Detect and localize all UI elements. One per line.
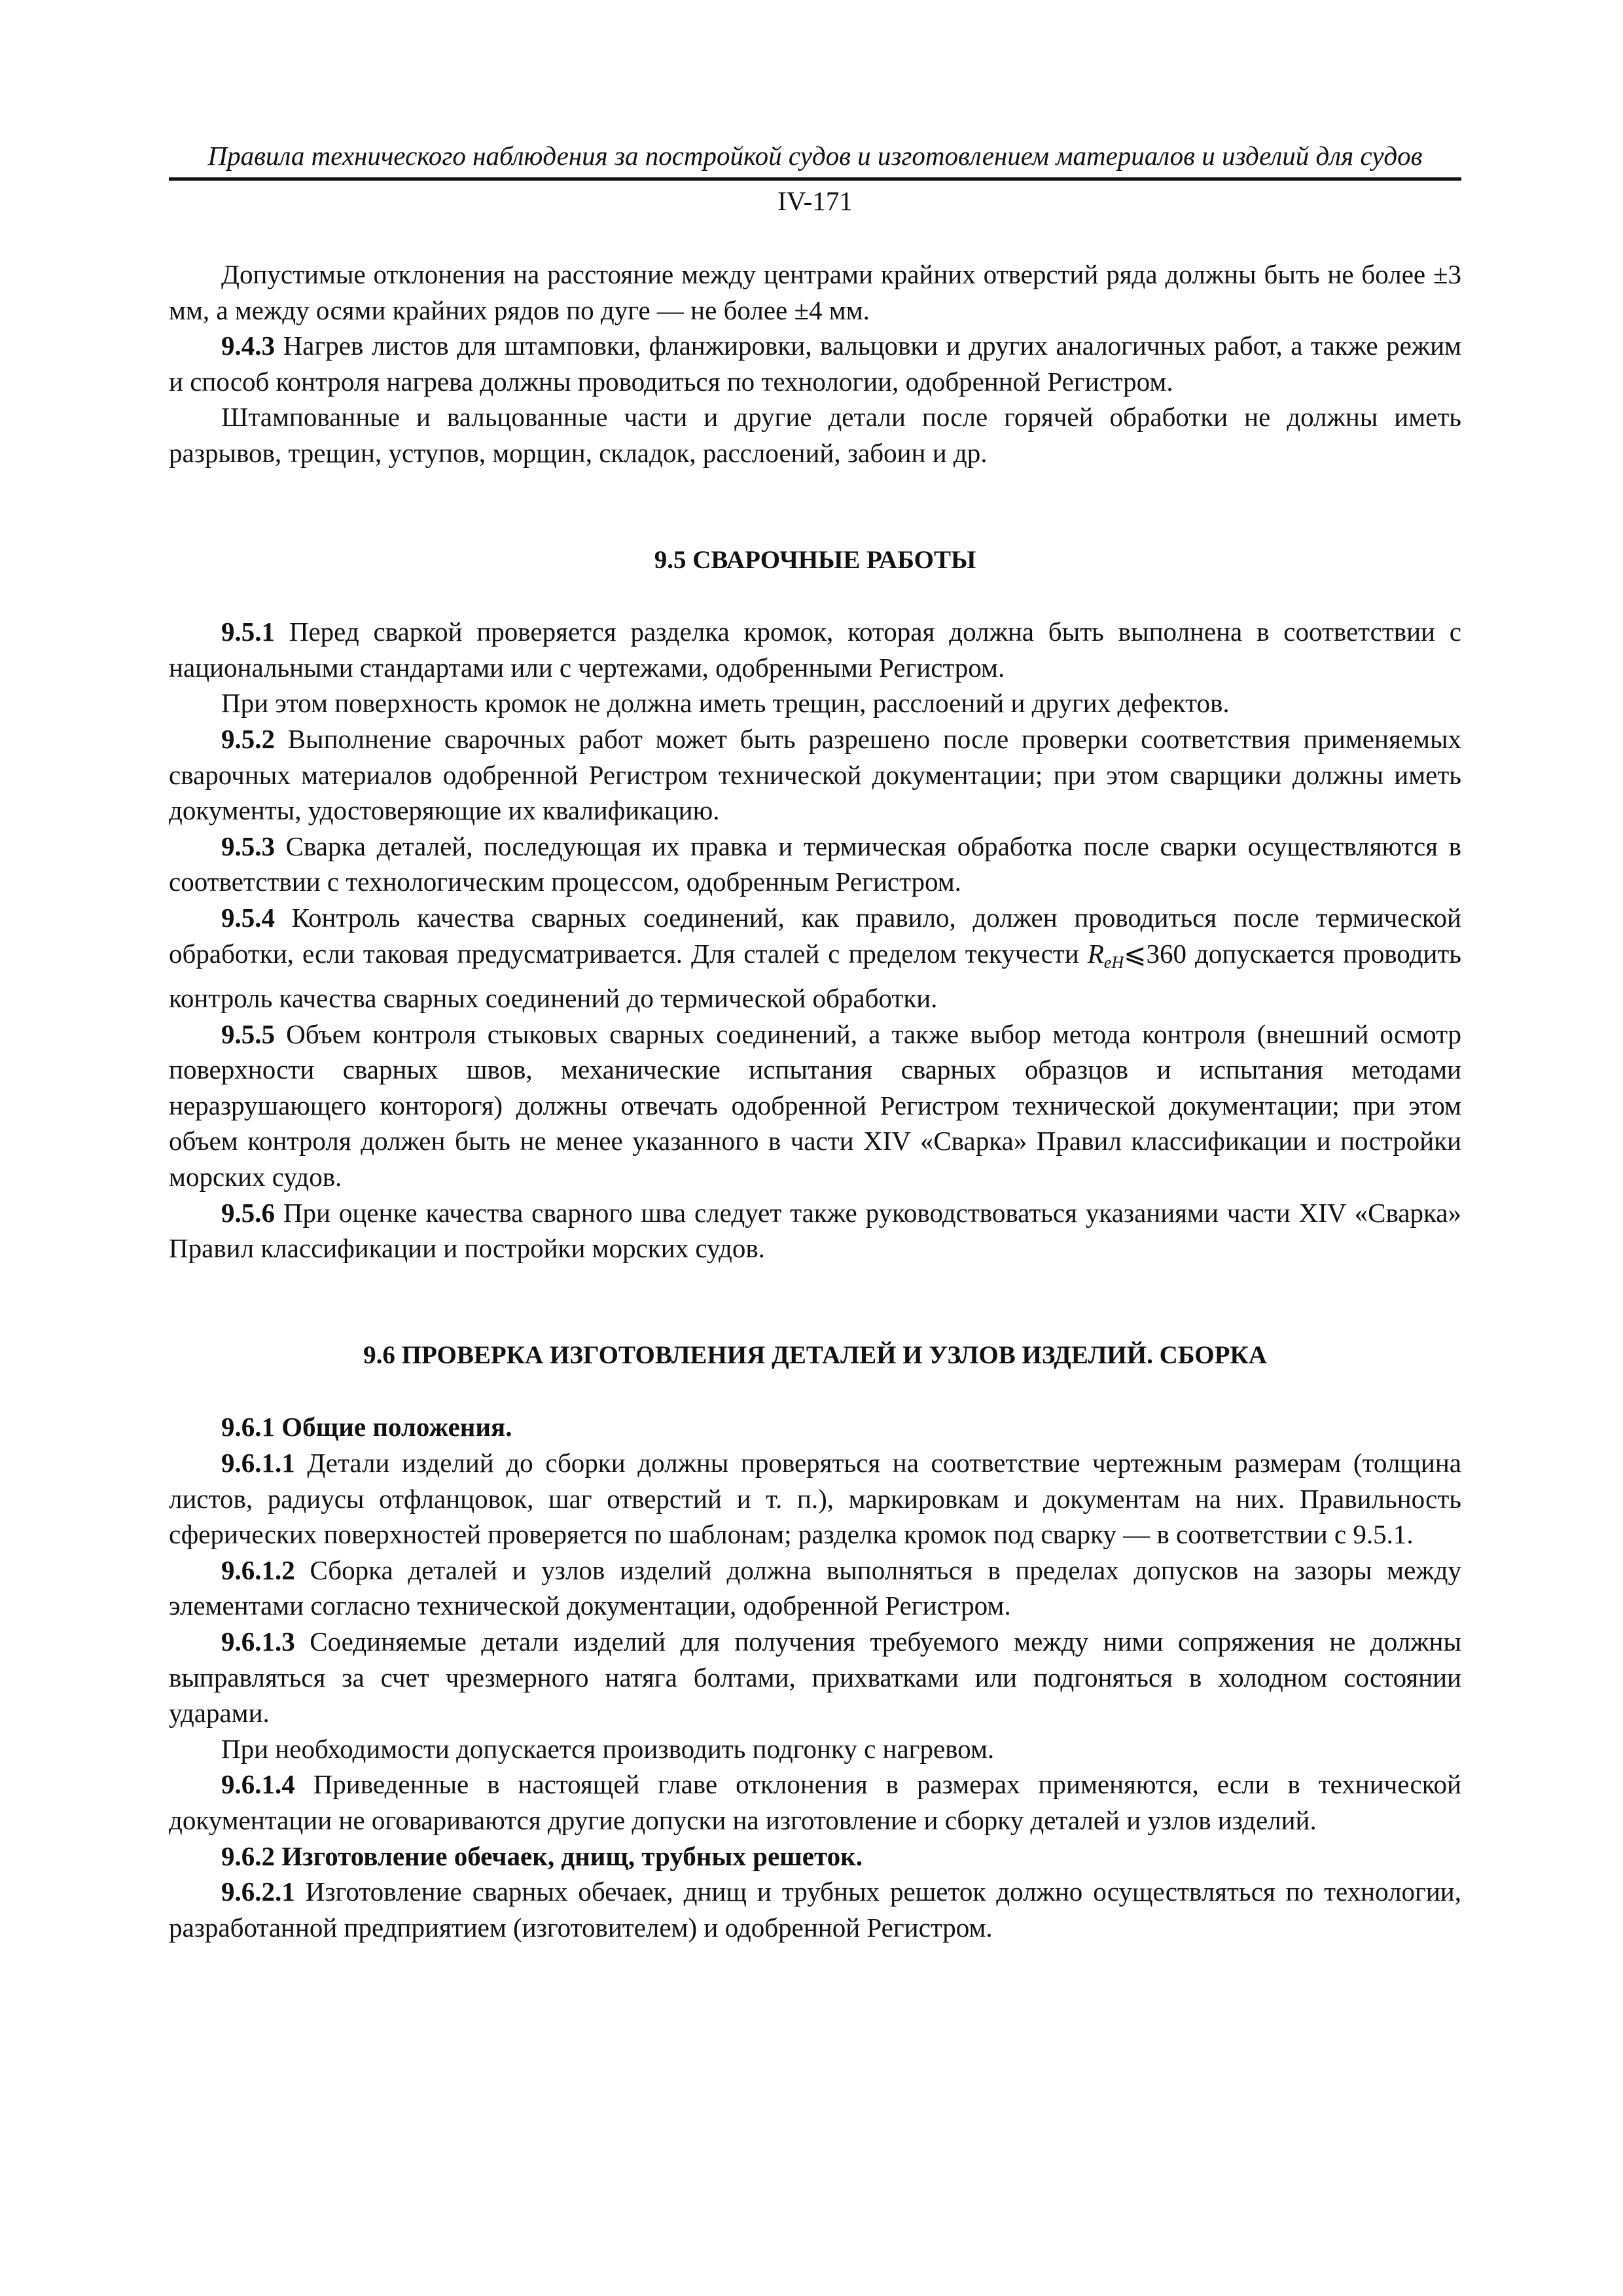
clause-number: 9.6.1.2 bbox=[221, 1554, 295, 1585]
yield-strength-subscript: eH bbox=[1103, 952, 1124, 972]
yield-strength-symbol: R bbox=[1087, 938, 1104, 969]
paragraph-tolerances: Допустимые отклонения на расстояние между центрами крайних отверстий ряда должны быть не более ±3 мм, а между осями крайних рядов по дуге — не более ±4 мм. bbox=[169, 259, 1461, 325]
clause-text: При оценке качества сварного шва следует также руководствоваться указаниями части XIV «Сварка» Правил классификации и постройки морских судов. bbox=[169, 1197, 1461, 1264]
paragraph-9-5-3 bbox=[169, 829, 1461, 900]
body-text bbox=[169, 257, 1461, 1945]
header-rule bbox=[169, 177, 1461, 181]
clause-text: Сварка деталей, последующая их правка и термическая обработка после сварки осуществляются в соответствии с технологическим процессом, одобренным Регистром. bbox=[169, 831, 1461, 897]
spacer bbox=[169, 1373, 1461, 1409]
spacer bbox=[169, 471, 1461, 543]
clause-number: 9.6.1.4 bbox=[221, 1769, 295, 1800]
clause-text: Объем контроля стыковых сварных соединений, а также выбор метода контроля (внешний осмотр поверхности сварных швов, механические испытания сварных образцов и испытания методами неразрушающего конторогя) должны отвечать одобренной Регистром технической документации; при этом объем контроля должен быть не менее указанного в части XIV «Сварка» Правил классификации и постройки морских судов. bbox=[169, 1018, 1461, 1193]
clause-text: Выполнение сварочных работ может быть разрешено после проверки соответствия применяемых сварочных материалов одобренной Регистром технической документации; при этом сварщики должны иметь документы, удостоверяющие их квалификацию. bbox=[169, 723, 1461, 826]
clause-number: 9.5.1 bbox=[221, 617, 275, 647]
clause-number: 9.6.2.1 bbox=[221, 1876, 295, 1907]
paragraph-9-6-1-3 bbox=[169, 1624, 1461, 1731]
paragraph-9-6-1-1 bbox=[169, 1445, 1461, 1552]
clause-number: 9.5.2 bbox=[221, 723, 275, 754]
clause-text: Перед сваркой проверяется разделка кромок, которая должна быть выполнена в соответствии с национальными стандартами или с чертежами, одобренными Регистром. bbox=[169, 617, 1461, 683]
paragraph-9-5-4 bbox=[169, 900, 1461, 1016]
clause-text: Детали изделий до сборки должны проверяться на соответствие чертежным размерам (толщина листов, радиусы отфланцовок, шаг отверстий и т. п.), маркировкам и документам на них. Правильность сферических поверхностей проверяется по шаблонам; разделка кромок под сварку — в соответствии с 9.5.1. bbox=[169, 1448, 1461, 1550]
running-header: Правила технического наблюдения за постройкой судов и изготовлением материалов и изделий для судов bbox=[207, 141, 1423, 171]
clause-text: Приведенные в настоящей главе отклонения в размерах применяются, если в технической документации не оговариваются другие допуски на изготовление и сборку деталей и узлов изделий. bbox=[169, 1769, 1461, 1835]
clause-number: 9.5.4 bbox=[221, 902, 275, 933]
section-heading-9-5: 9.5 СВАРОЧНЫЕ РАБОТЫ bbox=[654, 545, 976, 574]
paragraph-9-5-1 bbox=[169, 614, 1461, 685]
clause-text: Сборка деталей и узлов изделий должна выполняться в пределах допусков на зазоры между элементами согласно технической документации, одобренной Регистром. bbox=[169, 1554, 1461, 1621]
clause-number: 9.6.1.3 bbox=[221, 1626, 295, 1657]
clause-number: 9.5.3 bbox=[221, 831, 275, 861]
paragraph-9-6-1-2 bbox=[169, 1552, 1461, 1624]
section-heading-9-6: 9.6 ПРОВЕРКА ИЗГОТОВЛЕНИЯ ДЕТАЛЕЙ И УЗЛОВ ИЗДЕЛИЙ. СБОРКА bbox=[363, 1340, 1267, 1369]
clause-number: 9.5.5 bbox=[221, 1018, 275, 1049]
clause-number: 9.4.3 bbox=[221, 331, 275, 361]
paragraph-9-5-1-extra: При этом поверхность кромок не должна иметь трещин, расслоений и других дефектов. bbox=[221, 688, 1230, 719]
spacer bbox=[169, 578, 1461, 614]
paragraph-9-6-1-3-extra: При необходимости допускается производить подгонку с нагревом. bbox=[221, 1733, 995, 1764]
subsection-heading-9-6-1: 9.6.1 Общие положения. bbox=[221, 1412, 512, 1443]
clause-number: 9.5.6 bbox=[221, 1197, 275, 1228]
clause-number: 9.6.1.1 bbox=[221, 1448, 295, 1479]
paragraph-9-4-3 bbox=[169, 328, 1461, 399]
clause-text: Нагрев листов для штамповки, фланжировки, вальцовки и других аналогичных работ, а также режим и способ контроля нагрева должны проводиться по технологии, одобренной Регистром. bbox=[169, 331, 1461, 397]
clause-text: Соединяемые детали изделий для получения требуемого между ними сопряжения не должны выправляться за счет чрезмерного натяга болтами, прихватками или подгоняться в холодном состоянии ударами. bbox=[169, 1626, 1461, 1729]
page-number: IV-171 bbox=[777, 186, 853, 216]
paragraph-stamped-parts: Штампованные и вальцованные части и другие детали после горячей обработки не должны иметь разрывов, трещин, уступов, морщин, складок, расслоений, забоин и др. bbox=[169, 402, 1461, 468]
subsection-heading-9-6-2: 9.6.2 Изготовление обечаек, днищ, трубных решеток. bbox=[221, 1840, 863, 1871]
clause-text: Изготовление сварных обечаек, днищ и трубных решеток должно осуществляться по технологии, разработанной предприятием (изготовителем) и одобренной Регистром. bbox=[169, 1876, 1461, 1943]
paragraph-9-5-2 bbox=[169, 721, 1461, 829]
spacer bbox=[169, 1266, 1461, 1338]
clause-text: Контроль качества сварных соединений, как правило, должен проводиться после термической обработки, если таковая предусматривается. Для сталей с пределом текучести bbox=[169, 902, 1461, 969]
paragraph-9-5-5 bbox=[169, 1016, 1461, 1195]
clause-text: ⩽360 допускается проводить контроль качества сварных соединений до термической обработки. bbox=[169, 938, 1462, 1014]
paragraph-9-6-1-4 bbox=[169, 1767, 1461, 1838]
paragraph-9-5-6 bbox=[169, 1195, 1461, 1266]
paragraph-9-6-2-1 bbox=[169, 1874, 1461, 1945]
